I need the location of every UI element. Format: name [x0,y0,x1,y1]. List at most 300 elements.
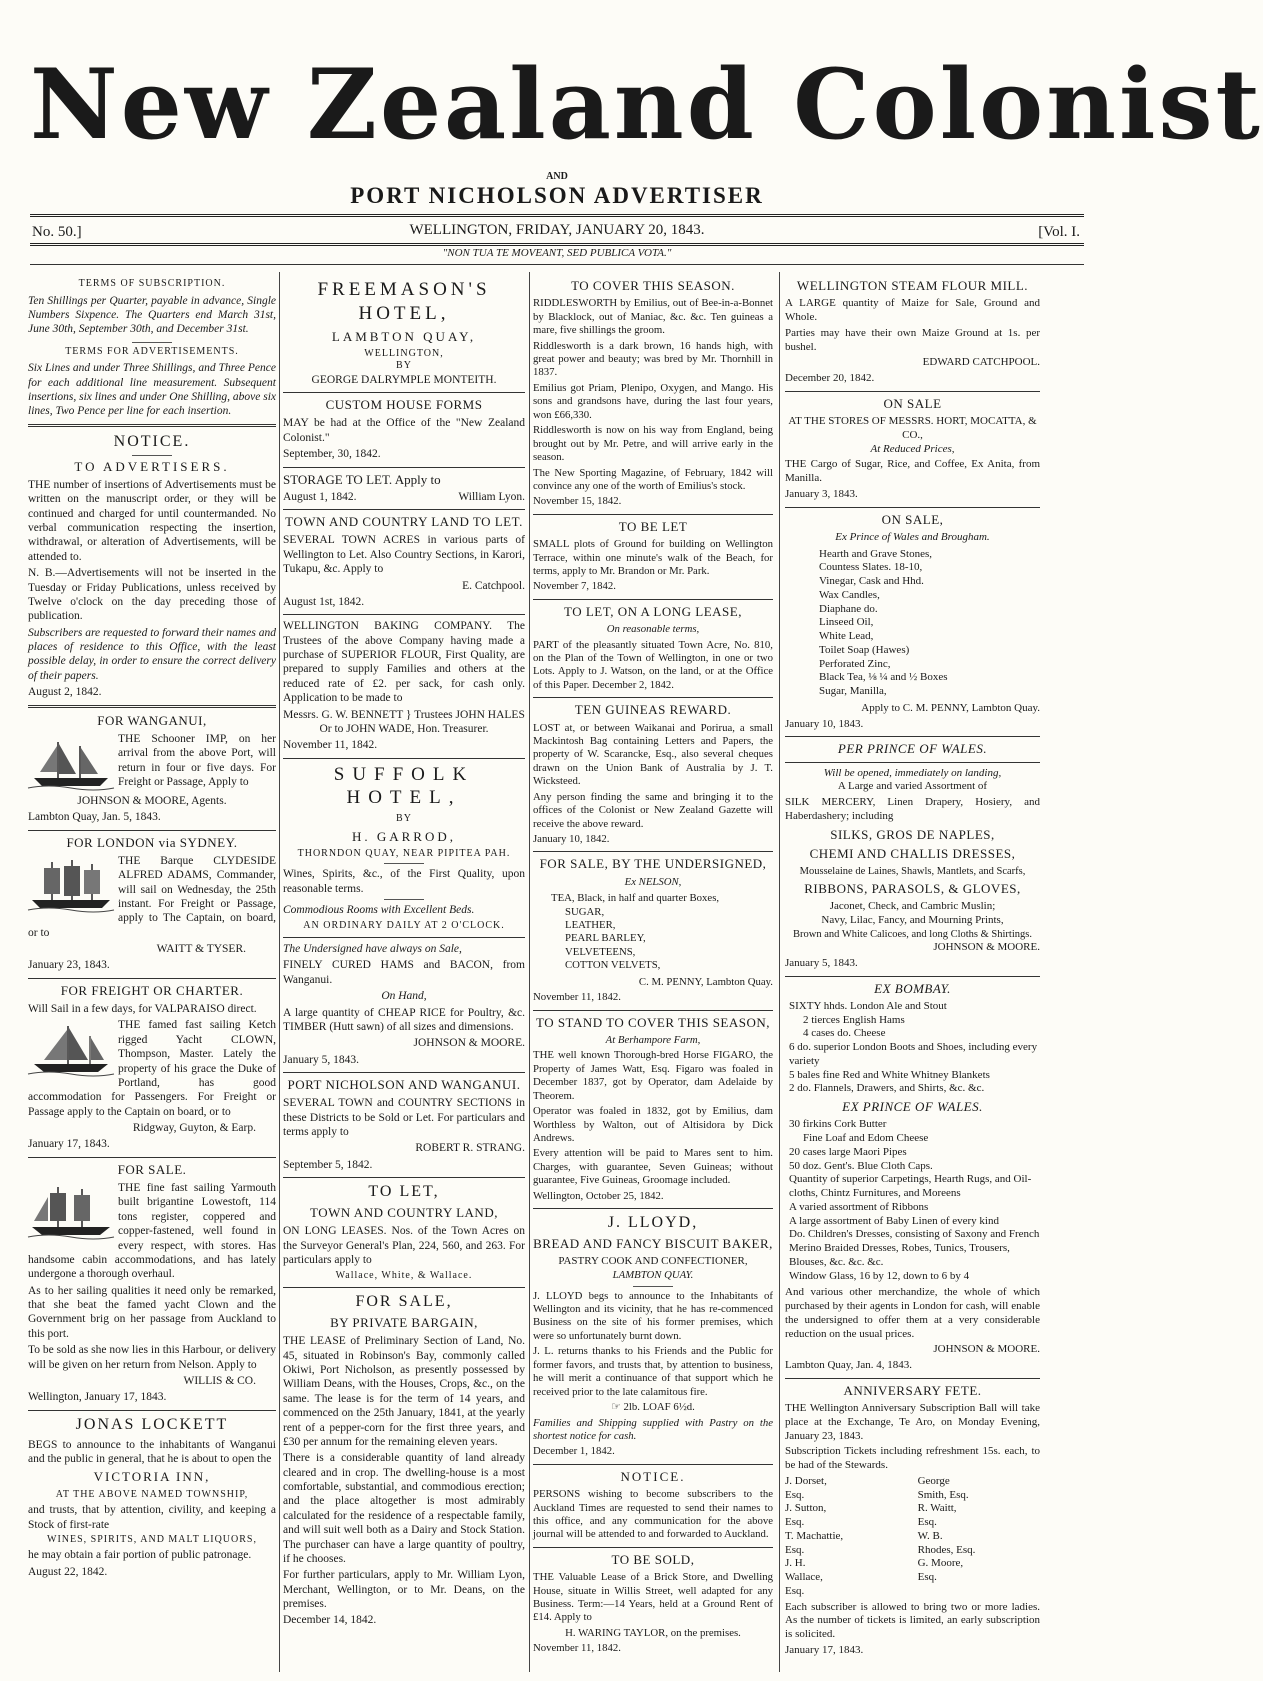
divider [283,392,525,393]
heading: ON SALE [883,395,942,411]
list-item: 4 cases do. Cheese [803,1027,886,1040]
body-text: Subscription Tickets including refreshment 15s. each, to be had of the Stewards. [785,1445,1040,1471]
body-text: THE Barque CLYDESIDE ALFRED ADAMS, Commander, will sail on Wednesday, the 25th instant. For Freight or Passage, apply to The Captain, on board, or to [28,854,276,939]
list-item: A varied assortment of Ribbons [789,1200,929,1213]
ad-flour-mill [785,278,1040,386]
divider [533,1010,773,1011]
trustees: Messrs. G. W. BENNETT } Trustees JOHN HALES [283,708,525,721]
ad-to-be-let [533,519,773,594]
masthead-and: AND [546,171,568,182]
body-text: Emilius got Priam, Plenipo, Oxygen, and Mango. His sons and grandsons have, during the last four years, won £66,330. [533,381,773,421]
body-text: STORAGE TO LET. Apply to [283,471,441,487]
date-line: January 17, 1843. [785,1643,864,1656]
body-text: J. L. returns thanks to his Friends and the Public for former favors, and trusts that, by attention to business, he will merit a continuance of that support which he received prior to the late calamitous fire. [533,1345,773,1398]
list-item: 30 firkins Cork Butter [789,1118,887,1131]
heading: EX PRINCE OF WALES. [842,1099,983,1114]
body-text: LOST at, or between Waikanai and Porirua, a small Mackintosh Bag containing Letters and Papers, the property of W. Scarancke, Esq., also several cheques drawn on the Union Bank of Australia by J. T. Wicksteed. [533,721,773,788]
ad-storage [283,472,525,505]
list-item: 50 doz. Gent's. Blue Cloth Caps. [789,1159,933,1172]
body-text: N. B.—Advertisements will not be inserted in the Tuesday or Friday Publications, unless received by Twelve o'clock on the day preceding those of publication. [28,567,276,623]
date-line: Lambton Quay, Jan. 4, 1843. [785,1359,912,1371]
owner: GEORGE DALRYMPLE MONTEITH. [311,373,497,386]
agent: Ridgway, Guyton, & Earp. [132,1122,256,1134]
heading: TOWN AND COUNTRY LAND TO LET. [285,514,523,530]
item-list [789,1000,1040,1096]
list-item: 5 bales fine Red and White Whitney Blankets [789,1068,990,1081]
body-text: he may obtain a fair portion of public patronage. [28,1549,252,1562]
date-line: January 5, 1843. [283,1053,360,1066]
ad-riddlesworth [533,278,773,509]
heading: TERMS OF SUBSCRIPTION. [78,278,226,289]
ad-on-sale-penny [785,512,1040,732]
divider [384,863,424,864]
masthead-rule-top [30,214,1084,217]
heading: TO STAND TO COVER THIS SEASON, [535,1014,771,1030]
column-4 [785,275,1040,1663]
subheading: LAMBTON QUAY, [331,328,477,344]
body-text: Every attention will be paid to Mares sent to him. Charges, with guarantee, Seven Guineas; without guarantee, Five Guineas, Groomage included. [533,1147,773,1187]
list-item: Hearth and Grave Stones, [819,547,933,560]
subheading: VICTORIA INN, [93,1469,211,1485]
subheading: BREAD AND FANCY BISCUIT BAKER, [533,1236,773,1252]
divider [785,762,1040,763]
heading: PER PRINCE OF WALES. [837,741,988,757]
body-text: THE LEASE of Preliminary Section of Land, No. 45, situated in Robinson's Bay, commonly called Okiwi, Port Nicholson, as presently possessed by William Deans, with the Houses, Crops, &c., on the same. The lease is for the term of 14 years, and commenced on the 25th January, 1841, at the yearly rent of a pepper-corn for the first three years, and £30 per annum for the remaining eleven years. [283,1335,525,1448]
body-text: Will Sail in a few days, for VALPARAISO direct. [28,1003,257,1015]
dateline [30,222,1084,244]
highlight-line: SILKS, GROS DE NAPLES, [830,826,995,842]
list-item: White Lead, [819,630,874,642]
item-list [551,892,773,973]
issue-date: WELLINGTON, FRIDAY, JANUARY 20, 1843. [409,222,705,238]
divider [283,937,525,938]
steward-name: J. H. Wallace, Esq. [785,1557,823,1597]
column-1 [28,275,276,1584]
ad-baking-company [283,619,525,752]
motto-rule [30,264,1084,265]
ship-icon [28,1183,114,1241]
heading: SUFFOLK HOTEL, [333,763,475,809]
owner: H. GARROD, [351,828,457,844]
heading: NOTICE. [620,1468,686,1484]
list-item: Do. Children's Dresses, consisting of Saxony and French Merino Braided Dresses, Robes, Tunics, Trousers, Blouses, &c. &c. &c. [789,1228,1040,1268]
date-line: August 2, 1842. [28,686,102,699]
body-text: Any person finding the same and bringing it to the offices of the Colonist or New Zealand Gazette will receive the above reward. [533,790,773,830]
divider [283,758,525,759]
divider [533,1464,773,1465]
column-divider [279,272,280,1672]
heading: TERMS FOR ADVERTISEMENTS. [65,345,239,357]
heading: FOR SALE. [117,1161,187,1177]
divider [28,1410,276,1411]
ad-anniversary-fete [785,1383,1040,1658]
agent: EDWARD CATCHPOOL. [922,356,1040,369]
date-line [283,490,525,504]
body-text: Ten Shillings per Quarter, payable in advance, Single Numbers Sixpence. The Quarters end March 31st, June 30th, September 30th, and December 31st. [28,294,276,336]
divider [283,467,525,468]
steward-name: G. Moore, Esq. [917,1557,964,1583]
divider [533,1547,773,1548]
heading: TEN GUINEAS REWARD. [574,702,732,718]
body-text: MAY be had at the Office of the "New Zealand Colonist." [283,417,525,444]
heading: FOR LONDON via SYDNEY. [66,834,238,850]
volume-number: [Vol. I. [1038,224,1080,240]
divider [533,514,773,515]
date-line: January 23, 1843. [28,959,110,972]
ad-lloyd-baker [533,1213,773,1459]
column-3 [533,275,773,1661]
body-text: SEVERAL TOWN and COUNTRY SECTIONS in these Districts to be Sold or Let. For particulars and terms apply to [283,1097,525,1138]
heading: TO LET, ON A LONG LEASE, [564,603,742,619]
heading: WELLINGTON STEAM FLOUR MILL. [796,278,1029,293]
ad-land-to-let [283,514,525,609]
steward-name: R. Waitt, Esq. [917,1502,957,1528]
divider [132,455,172,456]
heading: EX BOMBAY. [874,980,951,996]
ship-icon [28,856,114,914]
body-text: THE fine fast sailing Yarmouth built brigantine Lowestoft, 114 tons register, coppered and copper-fastened, well found in every respect, with stores. Has handsome cabin accommodations, and has lately undergone a thorough overhaul. [28,1182,276,1281]
list-item: A large assortment of Baby Linen of every kind [789,1214,999,1227]
divider [28,830,276,831]
agent: WILLIS & CO. [183,1374,256,1387]
body-text: Commodious Rooms with Excellent Beds. [283,904,475,917]
divider [785,736,1040,737]
date-line: September 5, 1842. [283,1158,373,1171]
subheading: TOWN AND COUNTRY LAND, [310,1205,498,1221]
heading: FOR FREIGHT OR CHARTER. [60,982,244,998]
motto: "NON TUA TE MOVEANT, SED PUBLICA VOTA." [442,247,672,259]
ad-london [28,835,276,973]
loaf-price-text: 2lb. LOAF 6½d. [623,1401,695,1414]
list-item: Perforated Zinc, [819,657,891,670]
list-item: VELVETEENS, [565,945,636,958]
stewards-list [785,1475,1040,1599]
body-text: Subscribers are requested to forward their names and places of residence to this Office, with the least possible delay, in order to ensure the correct delivery of their papers. [28,626,276,682]
date-line: January 17, 1843. [28,1138,110,1151]
heading: FOR WANGANUI, [97,712,207,728]
body-text: THE Cargo of Sugar, Rice, and Coffee, Ex Anita, from Manilla. [785,458,1040,484]
agent: JOHNSON & MOORE. [933,941,1040,953]
body-text: The New Sporting Magazine, of February, 1842 will convince any one of the worth of Emilius's stock. [533,466,773,492]
body-text: FINELY CURED HAMS and BACON, from Wanganui. [283,959,525,986]
list-item: SUGAR, [565,905,605,918]
divider [785,507,1040,508]
divider [384,899,424,900]
list-item: Vinegar, Cask and Hhd. [819,575,924,587]
subheading: BY PRIVATE BARGAIN, [330,1315,478,1330]
body-text: Parties may have their own Maize Ground at 1s. per bushel. [785,326,1040,353]
date-line: Lambton Quay, Jan. 5, 1843. [28,811,161,824]
date-line: Wellington, October 25, 1842. [533,1189,664,1202]
masthead-rule-bottom [30,243,1084,246]
steward-name: J. Dorset, Esq. [785,1474,827,1501]
date-line: August 22, 1842. [28,1565,108,1578]
date-line: January 3, 1843. [785,487,858,500]
body-text: To be sold as she now lies in this Harbour, or delivery will be given on her return from Nelson. Apply to [28,1344,276,1371]
date: August 1, 1842. [283,490,357,503]
body-text: Brown and White Calicoes, and long Cloths & Shirtings. [793,928,1032,940]
subheading: AT THE STORES OF MESSRS. HORT, MOCATTA, & CO., [788,415,1037,441]
body-text: Six Lines and under Three Shillings, and Three Pence for each additional line measurement. Subsequent insertions, six lines and under One Shilling, above six lines, Two Pence per line for each insertion. [28,362,276,418]
ad-for-sale [28,1162,276,1405]
ad-freemasons-hotel [283,278,525,387]
body-text: Navy, Lilac, Fancy, and Mourning Prints, [821,914,1004,927]
pointing-hand-icon: ☞ [611,1401,624,1414]
list-item: Diaphane do. [819,602,878,615]
list-item: SIXTY hhds. London Ale and Stout [789,999,947,1012]
list-item: TEA, Black, in half and quarter Boxes, [551,892,720,905]
agent: JOHNSON & MOORE, Agents. [77,794,227,807]
list-item: LEATHER, [565,919,616,931]
treasurer: Or to JOHN WADE, Hon. Treasurer. [319,722,489,735]
agent: WAITT & TYSER. [156,943,246,955]
heading: ANNIVERSARY FETE. [843,1382,982,1398]
date-line: Wellington, January 17, 1843. [28,1391,167,1404]
list-item: Toilet Soap (Hawes) [819,643,910,656]
body-text: SMALL plots of Ground for building on Wellington Terrace, within one minute's walk of the Beach, for terms, apply to Mr. Brandon or Mr. Park. [533,538,773,577]
stewards-left [785,1475,907,1599]
subheading: The Undersigned have always on Sale, [283,943,462,955]
ad-to-be-sold [533,1552,773,1656]
divider [533,697,773,698]
heading: NOTICE. [113,432,191,450]
list-item: Linseed Oil, [819,616,874,629]
body-text: THE Schooner IMP, on her arrival from the above Port, will return in four or five days. For Freight or Passage, Apply to [118,732,276,788]
masthead-title: New Zealand Colonist [30,48,1263,161]
list-item: Countess Slates. 18-10, [819,561,923,574]
body-text: RIDDLESWORTH by Emilius, out of Bee-in-a-Bonnet by Blacklock, out of Maniac, &c. &c. Ten guineas a mare, five shillings the groom. [533,297,773,337]
body-text: Operator was foaled in 1832, got by Emilius, dam Worthless by Walton, out of Altisidora by Dick Andrews. [533,1105,773,1144]
divider [28,424,276,427]
list-item: Quantity of superior Carpetings, Hearth Rugs, and Oil-cloths, Chintz Furnitures, and Moreens [789,1173,1032,1199]
body-text: Wines, Spirits, &c., of the First Quality, upon reasonable terms. [283,868,525,895]
highlight-line: CHEMI AND CHALLIS DRESSES, [809,845,1016,861]
body-text: THE number of insertions of Advertisements must be written on the manuscript order, or they will be continued and charged for until countermanded. No verbal communication respecting the insertion, withdrawal, or alteration of Advertisements, will be attended to. [28,478,276,563]
list-item: 2 do. Flannels, Drawers, and Shirts, &c. &c. [789,1082,985,1095]
ad-reward [533,702,773,846]
ad-ex-nelson [533,856,773,1004]
body-text: Families and Shipping supplied with Pastry on the shortest notice for cash. [533,1416,773,1442]
body-text: THE Valuable Lease of a Brick Store, and Dwelling House, situate in Willis Street, well adapted for any Business. Term:—14 Years, held at a Ground Rent of £14. Apply to [533,1571,773,1624]
date-line: January 10, 1842. [533,833,610,845]
list-item: PEARL BARLEY, [565,932,646,945]
divider [533,1208,773,1209]
agent: Apply to C. M. PENNY, Lambton Quay. [861,701,1040,714]
subheading: On Hand, [381,990,427,1003]
subheading: BY [396,813,412,825]
body-text: THE well known Thorough-bred Horse FIGARO, the Property of James Watt, Esq. Figaro was foaled in December 1837, got by Operator, dam Adelaide by Theorem. [533,1049,773,1102]
ad-charter [28,983,276,1152]
date-line: November 11, 1842. [283,739,378,752]
date-line: November 15, 1842. [533,495,622,508]
date-line: January 5, 1843. [785,956,858,969]
list-item: 6 do. superior London Boots and Shoes, including every variety [789,1041,1038,1067]
highlight-line: RIBBONS, PARASOLS, & GLOVES, [804,881,1021,897]
divider [28,1157,276,1158]
issue-number: No. 50.] [32,224,82,240]
masthead-subtitle: PORT NICHOLSON ADVERTISER [350,183,764,208]
divider [283,614,525,615]
ad-notice-auckland [533,1469,773,1542]
subheading: Ex Prince of Wales and Brougham. [835,530,990,543]
notice-advertisers [28,432,276,700]
date-line: August 1st, 1842. [283,595,365,608]
agent: ROBERT R. STRANG. [415,1142,525,1155]
ad-custom-house [283,397,525,461]
heading: FREEMASON'S HOTEL, [317,279,491,324]
heading: ON SALE, [881,511,944,527]
ad-jonas-lockett [28,1415,276,1580]
date-line: November 11, 1842. [533,991,621,1004]
masthead [30,40,1263,170]
ad-for-sale-lease [283,1292,525,1628]
body-text: SEVERAL TOWN ACRES in various parts of Wellington to Let. Also Country Sections, in Karori, Tukapu, &c. Apply to [283,534,525,576]
ad-suffolk-hotel [283,763,525,932]
body-text: Each subscriber is allowed to bring two or more ladies. As the number of tickets is limited, an early subscription is solicited. [785,1600,1040,1640]
terms-advertisements [28,346,276,419]
ad-prince-of-wales [785,741,1040,970]
heading: CUSTOM HOUSE FORMS [325,397,483,413]
body-text: Riddlesworth is now on his way from England, being brought out by Mr. Petre, and will arrive early in the season. [533,424,773,464]
list-item: Wax Candles, [819,588,880,601]
subheading: BY [396,360,412,372]
list-item: Sugar, Manilla, [819,685,887,697]
ad-figaro [533,1015,773,1204]
heading: TO LET, [368,1183,440,1201]
body-text: A LARGE quantity of Maize for Sale, Ground and Whole. [785,297,1040,323]
divider [785,391,1040,392]
heading: FOR SALE, BY THE UNDERSIGNED, [539,856,767,872]
item-list [789,1118,1040,1283]
agent: E. Catchpool. [462,579,525,592]
body-text: For further particulars, apply to Mr. William Lyon, Merchant, Wellington, or to Mr. Deans, on the premises. [283,1569,525,1610]
subheading: At Berhampore Farm, [605,1033,701,1046]
steward-name: George Smith, Esq. [917,1474,969,1501]
divider [283,1287,525,1288]
subheading: WINES, SPIRITS, AND MALT LIQUORS, [47,1533,257,1545]
subheading: A Large and varied Assortment of [837,780,988,793]
divider [785,1378,1040,1379]
loaf-price [533,1401,773,1414]
body-text: THE Wellington Anniversary Subscription Ball will take place at the Exchange, Te Aro, on Monday Evening, January 23, 1843. [785,1402,1040,1442]
stewards-right [918,1475,1040,1599]
body-text: PERSONS wishing to become subscribers to the Auckland Times are requested to send their names to this office, and any communication for the above journal will be attended to and forwarded to Auckland. [533,1488,773,1541]
list-item: 2 tierces English Hams [803,1013,905,1026]
ad-hams [283,942,525,1067]
subheading: TO ADVERTISERS. [74,458,230,474]
date-line: January 10, 1843. [785,717,864,730]
agent: H. WARING TAYLOR, on the premises. [565,1626,741,1639]
divider [283,509,525,510]
subheading: WELLINGTON, [364,347,444,359]
body-text: WELLINGTON BAKING COMPANY. The Trustees of the above Company having made a purchase of SUPERIOR FLOUR, First Quality, are prepared to supply Families and others at the reduced rate of £2. per sack, for cash only. Application to be made to [283,620,525,705]
heading: JONAS LOCKETT [75,1415,229,1433]
ad-long-lease [533,604,773,692]
ship-icon [28,734,114,792]
ad-to-let-land [283,1182,525,1282]
body-text: A large quantity of CHEAP RICE for Poultry, &c. TIMBER (Hutt sawn) of all sizes and dimensions. [283,1006,525,1033]
divider [283,1072,525,1073]
date-line: November 11, 1842. [533,1642,621,1655]
divider [633,1286,673,1287]
body-text: As to her sailing qualities it need only be remarked, that she beat the famed yacht Clown and the Government brig on her passage from Auckland to this port. [28,1284,276,1340]
body-text: SILK MERCERY, Linen Drapery, Hosiery, and Haberdashery; including [785,796,1040,822]
agent: C. M. PENNY, Lambton Quay. [638,975,773,988]
date-line: December 14, 1842. [283,1614,377,1627]
list-item: Black Tea, ⅛ ¼ and ½ Boxes [819,671,948,684]
terms-subscription [28,278,276,337]
steward-name: T. Machattie, Esq. [785,1529,844,1556]
subheading: AN ORDINARY DAILY AT 2 O'CLOCK. [303,919,505,931]
divider [533,851,773,852]
date-line: December 1, 1842. [533,1445,615,1458]
body-text: J. LLOYD begs to announce to the Inhabitants of Wellington and its vicinity, that he has re-commenced Business on the site of his former premises, which were so unfortunately burnt down. [533,1289,773,1342]
divider [533,599,773,600]
heading: FOR SALE, [355,1293,453,1310]
body-text: THE famed fast sailing Ketch rigged Yacht CLOWN, Thompson, Master. Lately the property of his grace the Duke of Portland, has good accommodation for Passengers. For Freight or Passage apply to the Captain on board, or to [28,1019,276,1118]
heading: J. LLOYD, [607,1214,699,1232]
body-text: Mousselaine de Laines, Shawls, Mantlets, and Scarfs, [799,866,1026,877]
ad-port-nicholson [283,1077,525,1172]
agent: JOHNSON & MOORE. [933,1343,1040,1356]
agent: William Lyon. [458,490,525,503]
body-text: BEGS to announce to the inhabitants of Wanganui and the public in general, that he is about to open the [28,1438,276,1465]
subheading: PASTRY COOK AND CONFECTIONER, [558,1255,748,1268]
date-line: September, 30, 1842. [283,448,381,461]
subheading: LAMBTON QUAY. [612,1269,694,1282]
column-divider [779,272,780,1672]
ad-ex-bombay [785,981,1040,1373]
date-line: December 20, 1842. [785,372,875,384]
body-text: and trusts, that by attention, civility, and keeping a Stock of first-rate [28,1504,276,1531]
heading: PORT NICHOLSON AND WANGANUI. [287,1077,521,1092]
divider [28,978,276,979]
agent: JOHNSON & MOORE. [413,1037,525,1050]
column-2 [283,275,525,1633]
ship-icon [28,1020,114,1078]
body-text: ON LONG LEASES. Nos. of the Town Acres on the Surveyor General's Plan, 224, 560, and 263. For particulars apply to [283,1225,525,1267]
body-text: Jaconet, Check, and Cambric Muslin; [829,900,996,913]
body-text: There is a considerable quantity of land already cleared and in crop. The dwelling-house is a most comfortable, substantial, and commodious erection; and the place altogether is most admirably calculated for the residence of a respectable family, and will suit well both as a Dairy and Stock Station. The purchaser can have a large quantity of poultry, if he chooses. [283,1452,525,1565]
subheading: At Reduced Prices, [870,442,955,455]
list-item: Window Glass, 16 by 12, down to 6 by 4 [789,1269,970,1282]
body-text: And various other merchandize, the whole of which purchased by their agents in London for cash, will enable the undersigned to offer them at a very considerable reduction on the usual prices. [785,1286,1040,1340]
subheading: On reasonable terms, [606,623,700,636]
divider [28,705,276,708]
date-line: November 7, 1842. [533,580,616,593]
steward-name: J. Sutton, Esq. [785,1502,827,1528]
divider [132,342,172,343]
list-item: 20 cases large Maori Pipes [789,1145,907,1158]
subheading: THORNDON QUAY, NEAR PIPITEA PAH. [297,847,511,859]
divider [283,1177,525,1178]
divider [785,976,1040,977]
body-text: PART of the pleasantly situated Town Acre, No. 810, on the Plan of the Town of Wellington, in one or two Lots. Apply to J. Watson, on the land, or at the Office of this Paper. December 2, 1842. [533,638,773,691]
heading: TO COVER THIS SEASON. [571,278,735,293]
subheading: Will be opened, immediately on landing, [823,766,1002,779]
agent: Wallace, White, & Wallace. [335,1269,473,1281]
ad-wanganui [28,713,276,825]
body-text: Riddlesworth is a dark brown, 16 hands high, with great power and beauty; was bred by Mr. Thornhill in 1837. [533,339,773,379]
list-item: COTTON VELVETS, [565,959,661,972]
heading: TO BE SOLD, [611,1551,695,1567]
column-divider [529,272,530,1672]
item-list [819,548,1040,699]
list-item: Fine Loaf and Edom Cheese [803,1132,929,1144]
subheading: AT THE ABOVE NAMED TOWNSHIP, [55,1488,249,1500]
heading: TO BE LET [618,518,688,534]
steward-name: W. B. Rhodes, Esq. [917,1529,976,1556]
